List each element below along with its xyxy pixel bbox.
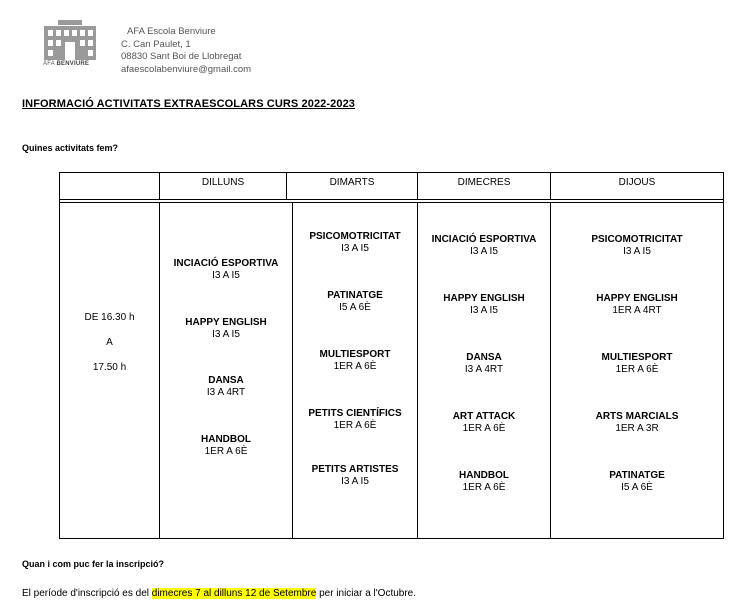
activity-name: PETITS CIENTÍFICS (308, 408, 402, 419)
address-line-org: AFA Escola Benviure (127, 26, 216, 37)
activity-name: PATINATGE (609, 470, 665, 481)
activity-group: 1ER A 6È (333, 420, 377, 431)
activity-group: 1ER A 6È (333, 361, 377, 372)
activity-cell (418, 411, 550, 435)
activity-group: I5 A 6È (621, 482, 653, 493)
column-header-dimecres: DIMECRES (457, 177, 511, 188)
activity-cell (293, 231, 417, 255)
activity-cell (418, 352, 550, 376)
activity-group: I3 A I5 (212, 329, 240, 340)
activity-group: 1ER A 6È (462, 482, 506, 493)
activity-name: INCIACIÓ ESPORTIVA (431, 234, 537, 245)
activity-cell (293, 349, 417, 373)
activity-group: 1ER A 6È (204, 446, 248, 457)
activity-cell (551, 293, 723, 317)
activity-name: HAPPY ENGLISH (443, 293, 525, 304)
column-header-dimarts: DIMARTS (329, 177, 375, 188)
enrollment-text-before: El període d'inscripció es del (22, 588, 152, 599)
activity-cell (160, 434, 292, 458)
activity-cell (551, 411, 723, 435)
logo-wordmark: AFA BENVIURE (43, 61, 90, 67)
activity-cell (160, 375, 292, 399)
document-title: INFORMACIÓ ACTIVITATS EXTRAESCOLARS CURS 2022-2023 (22, 98, 356, 110)
activity-cell (418, 234, 550, 258)
activity-group: I3 A I5 (341, 243, 369, 254)
activity-cell (293, 290, 417, 314)
address-block (121, 26, 251, 76)
activity-cell (418, 470, 550, 494)
activity-name: PSICOMOTRICITAT (309, 231, 401, 242)
activity-name: HAPPY ENGLISH (596, 293, 678, 304)
activity-name: HANDBOL (201, 434, 251, 445)
activity-name: MULTIESPORT (601, 352, 673, 363)
activity-name: ARTS MARCIALS (595, 411, 679, 422)
activity-name: DANSA (208, 375, 244, 386)
activity-name: PSICOMOTRICITAT (591, 234, 683, 245)
activity-name: INCIACIÓ ESPORTIVA (173, 258, 279, 269)
activity-group: 1ER A 6È (615, 364, 659, 375)
activity-group: I3 A I5 (341, 476, 369, 487)
activity-cell (418, 293, 550, 317)
activity-group: 1ER A 3R (615, 423, 659, 434)
enrollment-text-after: per iniciar a l'Octubre. (316, 588, 417, 599)
activity-group: 1ER A 4RT (612, 305, 662, 316)
activity-cell (293, 408, 417, 432)
activity-cell (160, 258, 292, 282)
activity-name: DANSA (466, 352, 502, 363)
activity-group: I3 A I5 (623, 246, 651, 257)
section-heading-enrollment: Quan i com puc fer la inscripció? (22, 559, 165, 569)
column-header-dilluns: DILLUNS (201, 177, 245, 188)
activity-name: HANDBOL (459, 470, 509, 481)
activity-group: I3 A 4RT (464, 364, 504, 375)
section-heading-activities: Quines activitats fem? (22, 143, 119, 153)
activity-group: I3 A 4RT (206, 387, 246, 398)
activity-cell (551, 470, 723, 494)
time-start: DE 16.30 h (84, 312, 135, 323)
activity-cell (551, 352, 723, 376)
activity-cell (551, 234, 723, 258)
address-line-city: 08830 Sant Boi de Llobregat (121, 51, 242, 62)
address-line-street: C. Can Paulet, 1 (121, 38, 191, 50)
activity-group: I3 A I5 (212, 270, 240, 281)
activity-group: I5 A 6È (339, 302, 371, 313)
column-header-dijous: DIJOUS (618, 177, 656, 188)
activity-name: PATINATGE (327, 290, 383, 301)
activity-name: ART ATTACK (452, 411, 516, 422)
activity-group: I3 A I5 (470, 246, 498, 257)
activity-name: HAPPY ENGLISH (185, 317, 267, 328)
enrollment-dates-highlight: dimecres 7 al dilluns 12 de Setembre (151, 588, 317, 599)
activity-name: MULTIESPORT (319, 349, 391, 360)
activity-group: I3 A I5 (470, 305, 498, 316)
activity-cell (160, 317, 292, 341)
enrollment-paragraph (22, 588, 416, 599)
activity-name: PETITS ARTISTES (311, 464, 399, 475)
time-separator: A (106, 337, 113, 348)
address-line-email: afaescolabenviure@gmail.com (121, 63, 252, 75)
activity-group: 1ER A 6È (462, 423, 506, 434)
time-end: 17.50 h (92, 362, 127, 373)
activity-cell (293, 464, 417, 488)
